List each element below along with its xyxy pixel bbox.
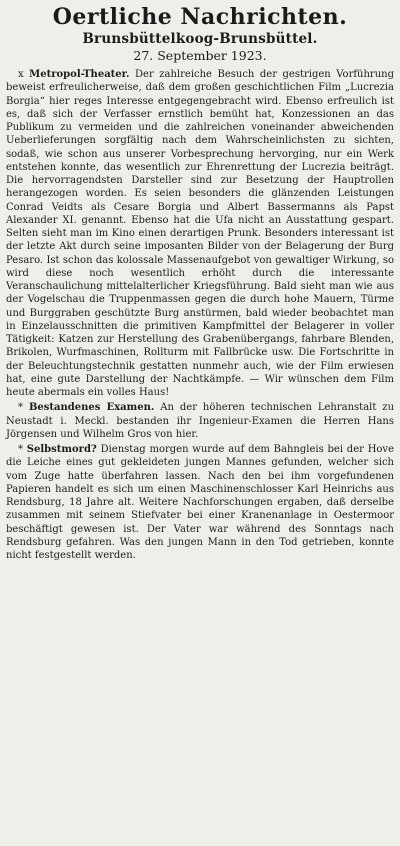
bullet-mark: *	[18, 402, 23, 414]
article-examen	[6, 401, 394, 441]
article-heading: Bestandenes Examen.	[28, 402, 155, 414]
article-body: Dienstag morgen wurde auf dem Bahngleis bei der Hove die Leiche eines gut gekleideten jungen Mannes gefunden, welcher sich vom Zuge hatte überfahren lassen. Nach den bei ihm vorgefundenen Papieren handelt es sich um einen Maschinenschlosser Karl Heinrichs aus Rendsburg, 18 Jahre alt. Weitere Nachforschungen ergaben, daß derselbe zusammen mit seinem Stiefvater bei einer Kranenanlage in Oestermoor beschäftigt gewesen ist. Der Vater war während des Sonntags nach Rendsburg gefahren. Was den jungen Mann in den Tod getrieben, konnte nicht festgestellt werden.	[6, 444, 394, 561]
article-heading: Selbstmord?	[26, 444, 97, 455]
article-body: An der höheren technischen Lehranstalt zu Neustadt i. Meckl. bestanden ihr Ingenieur-Examen die Herren Hans Jörgensen und Wilhelm Gros von hier.	[6, 402, 395, 440]
bullet-mark: x	[18, 69, 24, 80]
article-paragraph	[6, 401, 394, 441]
bullet-mark: *	[18, 444, 23, 455]
article-selbstmord	[6, 443, 394, 562]
article-heading: Metropol-Theater.	[29, 69, 130, 80]
date-line: 27. September 1923.	[133, 48, 267, 63]
article-paragraph	[6, 443, 394, 562]
place-line: Brunsbüttelkoog-Brunsbüttel.	[82, 31, 318, 47]
article-body: Der zahlreiche Besuch der gestrigen Vorführung beweist erfreulicherweise, daß dem großen geschichtlichen Film „Lucrezia Borgia“ hier reges Interesse entgegengebracht wird. Ebenso erfreulich ist es, daß sich der Verfasser ernstlich bemüht hat, Konzessionen an das Publikum zu vermeiden und die zahlreichen voneinander abweichenden Ueberlieferungen sorgfältig nach dem Wahrscheinlichsten zu sichten, sodaß, wie schon aus unserer Vorbesprechung hervorging, nur ein Werk entstehen konnte, das wesentlich zur Ehrenrettung der Lucrezia beiträgt. Die hervorragendsten Darsteller sind zur Besetzung der Hauptrollen herangezogen worden. Es seien besonders die glänzenden Leistungen Conrad Veidts als Cesare Borgia und Albert Bassermanns als Papst Alexander XI. genannt. Ebenso hat die Ufa nicht an Ausstattung gespart. Selten sieht man im Kino einen derartigen Prunk. Besonders interessant ist der letzte Akt durch seine imposanten Bilder von der Belagerung der Burg Pesaro. Ist schon das kolossale Massenaufgebot von gewaltiger Wirkung, so wird diese noch wesentlich erhöht durch die interessante Veranschaulichung mittelalterlicher Kriegsführung. Bald sieht man wie aus der Vogelschau die Truppenmassen gegen die durch hohe Mauern, Türme und Burggraben geschützte Burg anstürmen, bald wieder beobachtet man in Einzelausschnitten die primitiven Kampfmittel der Belagerer in voller Tätigkeit: Katzen zur Herstellung des Grabenübergangs, fahrbare Blenden, Brikolen, Wurfmaschinen, Rollturm mit Fallbrücke usw. Die Fortschritte in der Beleuchtungstechnik gestatten nunmehr auch, wie der Film erwiesen hat, eine gute Darstellung der Nachtkämpfe. — Wir wünschen dem Film heute abermals ein volles Haus!	[6, 69, 394, 398]
section-headline: Oertliche Nachrichten.	[52, 4, 348, 30]
article-paragraph	[6, 68, 394, 399]
article-metropol-theater	[6, 68, 394, 399]
